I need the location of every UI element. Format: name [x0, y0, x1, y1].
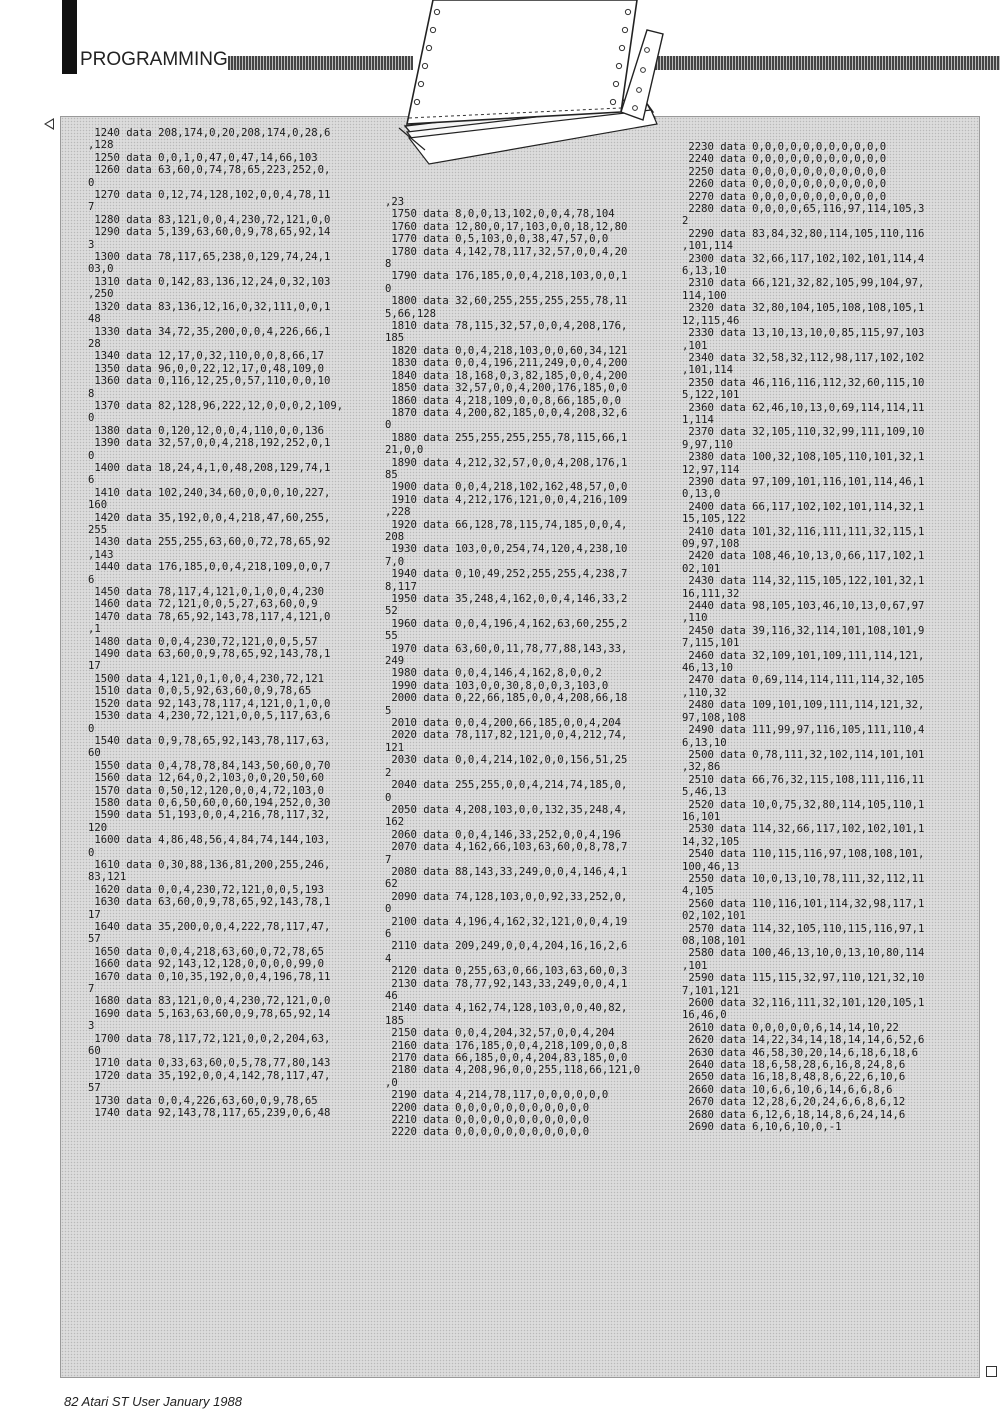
listing-line: ,128: [88, 139, 114, 152]
listing-line: 6: [88, 474, 95, 487]
listing-line: 1950 data 35,248,4,162,0,0,4,146,33,2: [385, 593, 628, 605]
listing-line: 1500 data 4,121,0,1,0,0,4,230,72,121: [88, 672, 324, 685]
listing-line: 12,97,114: [682, 463, 740, 476]
listing-line: 2550 data 10,0,13,10,78,111,32,112,11: [682, 872, 925, 885]
listing-line: 21,0,0: [385, 444, 424, 457]
listing-line: 2620 data 14,22,34,14,18,14,14,6,52,6: [682, 1034, 925, 1047]
listing-line: 55: [385, 630, 398, 643]
listing-line: 1910 data 4,212,176,121,0,0,4,216,109: [385, 493, 628, 506]
listing-line: 8: [88, 387, 95, 400]
listing-line: 5: [385, 704, 392, 717]
listing-line: 46,13,10: [682, 662, 734, 675]
listing-line: 2580 data 100,46,13,10,0,13,10,80,114: [682, 947, 925, 960]
listing-line: 2440 data 98,105,103,46,10,13,0,67,97: [682, 600, 925, 613]
listing-line: 52: [385, 605, 398, 618]
listing-line: 1370 data 82,128,96,222,12,0,0,0,2,109,: [88, 399, 344, 412]
listing-line: 2420 data 108,46,10,13,0,66,117,102,1: [682, 550, 925, 563]
listing-line: 1800 data 32,60,255,255,255,255,78,11: [385, 295, 628, 308]
listing-line: 1770 data 0,5,103,0,0,38,47,57,0,0: [385, 233, 609, 246]
listing-line: 1450 data 78,117,4,121,0,1,0,0,4,230: [88, 586, 324, 599]
page-footer: 82 Atari ST User January 1988: [64, 1394, 242, 1409]
listing-line: 2350 data 46,116,116,112,32,60,115,10: [682, 376, 925, 389]
listing-line: 2000 data 0,22,66,185,0,0,4,208,66,18: [385, 692, 628, 705]
listing-line: 2070 data 4,162,66,103,63,60,0,8,78,7: [385, 841, 628, 854]
listing-line: 2320 data 32,80,104,105,108,108,105,1: [682, 302, 925, 315]
listing-line: 1340 data 12,17,0,32,110,0,0,8,66,17: [88, 350, 324, 363]
listing-line: 1620 data 0,0,4,230,72,121,0,0,5,193: [88, 883, 324, 896]
listing-line: 2280 data 0,0,0,0,65,116,97,114,105,3: [682, 203, 925, 216]
section-tab-marker: [62, 0, 77, 74]
listing-line: 1260 data 63,60,0,74,78,65,223,252,0,: [88, 164, 331, 177]
listing-line: 2370 data 32,105,110,32,99,111,109,10: [682, 426, 925, 439]
listing-line: 1990 data 103,0,0,30,8,0,0,3,103,0: [385, 679, 609, 692]
listing-line: 1630 data 63,60,0,9,78,65,92,143,78,1: [88, 896, 331, 909]
listing-line: 2610 data 0,0,0,0,0,6,14,14,10,22: [682, 1021, 899, 1034]
listing-line: 1420 data 35,192,0,0,4,218,47,60,255,: [88, 511, 331, 524]
listing-line: 1720 data 35,192,0,0,4,142,78,117,47,: [88, 1069, 331, 1082]
listing-line: 0: [88, 722, 95, 735]
listing-line: 2300 data 32,66,117,102,102,101,114,4: [682, 252, 925, 265]
listing-line: 1650 data 0,0,4,218,63,60,0,72,78,65: [88, 945, 324, 958]
listing-line: 2390 data 97,109,101,116,101,114,46,1: [682, 475, 925, 488]
listing-line: 1310 data 0,142,83,136,12,24,0,32,103: [88, 275, 331, 288]
listing-line: 1970 data 63,60,0,11,78,77,88,143,33,: [385, 642, 628, 655]
listing-line: 2360 data 62,46,10,13,0,69,114,114,11: [682, 401, 925, 414]
listing-line: 0: [88, 176, 95, 189]
listing-line: 7: [88, 983, 95, 996]
listing-line: 85: [385, 468, 398, 481]
listing-line: 7,101,121: [682, 984, 740, 997]
listing-line: 249: [385, 655, 405, 668]
listing-line: 162: [385, 816, 405, 829]
listing-line: 2460 data 32,109,101,109,111,114,121,: [682, 649, 925, 662]
listing-line: 1470 data 78,65,92,143,78,117,4,121,0: [88, 610, 331, 623]
listing-line: 2410 data 101,32,116,111,111,32,115,1: [682, 525, 925, 538]
printer-paper-illustration-icon: [385, 0, 675, 170]
listing-line: 1760 data 12,80,0,17,103,0,0,18,12,80: [385, 220, 628, 233]
listing-line: 1300 data 78,117,65,238,0,129,74,24,1: [88, 251, 331, 264]
listing-line: 1600 data 4,86,48,56,4,84,74,144,103,: [88, 834, 331, 847]
listing-line: 8,117: [385, 580, 417, 593]
listing-line: 08,108,101: [682, 935, 746, 947]
listing-line: 2290 data 83,84,32,80,114,105,110,116: [682, 227, 925, 240]
listing-line: 0: [385, 282, 392, 295]
header-rule-right: [652, 56, 1000, 70]
listing-line: 1730 data 0,0,4,226,63,60,0,9,78,65: [88, 1094, 318, 1107]
listing-line: ,250: [88, 288, 114, 301]
listing-line: 1750 data 8,0,0,13,102,0,0,4,78,104: [385, 208, 615, 221]
listing-line: 1880 data 255,255,255,255,78,115,66,1: [385, 431, 628, 444]
listing-line: 2530 data 114,32,66,117,102,102,101,1: [682, 823, 925, 836]
listing-line: 1460 data 72,121,0,0,5,27,63,60,0,9: [88, 598, 318, 611]
listing-column-2: [385, 196, 640, 1139]
listing-line: 2040 data 255,255,0,0,4,214,74,185,0,: [385, 779, 628, 792]
listing-line: 1780 data 4,142,78,117,32,57,0,0,4,20: [385, 245, 628, 258]
listing-line: ,228: [385, 506, 411, 519]
listing-line: 1430 data 255,255,63,60,0,72,78,65,92: [88, 536, 331, 549]
listing-line: 5,46,13: [682, 786, 727, 799]
listing-line: 2: [682, 215, 689, 228]
listing-line: 1960 data 0,0,4,196,4,162,63,60,255,2: [385, 617, 628, 630]
listing-line: 5,122,101: [682, 389, 740, 402]
listing-line: 1700 data 78,117,72,121,0,0,2,204,63,: [88, 1032, 331, 1045]
listing-line: 2060 data 0,0,4,146,33,252,0,0,4,196: [385, 828, 621, 841]
listing-line: 2310 data 66,121,32,82,105,99,104,97,: [682, 277, 925, 290]
listing-line: ,101,114: [682, 364, 734, 377]
listing-line: 185: [385, 1014, 405, 1027]
listing-line: 1560 data 12,64,0,2,103,0,0,20,50,60: [88, 772, 324, 785]
listing-line: 5,66,128: [385, 307, 437, 320]
listing-line: 1280 data 83,121,0,0,4,230,72,121,0,0: [88, 213, 331, 226]
listing-line: 1550 data 0,4,78,78,84,143,50,60,0,70: [88, 759, 331, 772]
listing-line: 15,105,122: [682, 513, 746, 526]
listing-line: 17: [88, 660, 101, 673]
listing-line: 1440 data 176,185,0,0,4,218,109,0,0,7: [88, 561, 331, 574]
listing-line: 1860 data 4,218,109,0,0,8,66,185,0,0: [385, 394, 621, 407]
listing-line: 4,105: [682, 885, 714, 898]
listing-line: 1690 data 5,163,63,60,0,9,78,65,92,14: [88, 1007, 331, 1020]
listing-line: 16,101: [682, 810, 721, 823]
listing-line: 1250 data 0,0,1,0,47,0,47,14,66,103: [88, 151, 318, 164]
listing-line: 1,114: [682, 413, 714, 426]
listing-line: 2030 data 0,0,4,214,102,0,0,156,51,25: [385, 754, 628, 767]
listing-line: 1530 data 4,230,72,121,0,0,5,117,63,6: [88, 710, 331, 723]
listing-line: 2: [385, 766, 392, 779]
listing-line: 2560 data 110,116,101,114,32,98,117,1: [682, 897, 925, 910]
listing-column-1: [88, 127, 343, 1120]
listing-line: 2500 data 0,78,111,32,102,114,101,101: [682, 748, 925, 761]
listing-line: 0: [385, 903, 392, 916]
listing-line: 7: [88, 201, 95, 214]
left-arrow-marker-icon: [44, 118, 54, 130]
section-title: PROGRAMMING: [80, 49, 228, 70]
listing-line: 2230 data 0,0,0,0,0,0,0,0,0,0,0: [682, 141, 887, 153]
listing-line: ,101: [682, 339, 708, 352]
listing-line: 2570 data 114,32,105,110,115,116,97,1: [682, 922, 925, 935]
listing-line: 2540 data 110,115,116,97,108,108,101,: [682, 848, 925, 861]
listing-line: 2150 data 0,0,4,204,32,57,0,0,4,204: [385, 1027, 615, 1040]
listing-line: 2510 data 66,76,32,115,108,111,116,11: [682, 773, 925, 786]
listing-line: 0: [385, 419, 392, 432]
listing-line: 1640 data 35,200,0,0,4,222,78,117,47,: [88, 921, 331, 933]
listing-line: 2590 data 115,115,32,97,110,121,32,10: [682, 972, 925, 985]
listing-line: 09,97,108: [682, 538, 740, 550]
listing-line: 02,102,101: [682, 910, 746, 923]
listing-line: 2400 data 66,117,102,102,101,114,32,1: [682, 500, 925, 513]
listing-line: 2110 data 209,249,0,0,4,204,16,16,2,6: [385, 940, 628, 953]
listing-line: 1680 data 83,121,0,0,4,230,72,121,0,0: [88, 995, 331, 1008]
listing-line: 46: [385, 990, 398, 1002]
listing-line: 160: [88, 499, 108, 512]
listing-line: 62: [385, 878, 398, 891]
listing-line: 1410 data 102,240,34,60,0,0,0,10,227,: [88, 486, 331, 499]
listing-line: ,0: [385, 1076, 398, 1089]
listing-line: 2080 data 88,143,33,249,0,0,4,146,4,1: [385, 865, 628, 878]
listing-line: 2430 data 114,32,115,105,122,101,32,1: [682, 575, 925, 588]
listing-line: 97,108,108: [682, 711, 746, 724]
listing-line: 2670 data 12,28,6,20,24,6,6,8,6,12: [682, 1096, 906, 1109]
listing-line: 14,32,105: [682, 835, 740, 848]
listing-line: 0: [385, 791, 392, 804]
listing-line: 2340 data 32,58,32,112,98,117,102,102: [682, 351, 925, 364]
listing-line: 2100 data 4,196,4,162,32,121,0,0,4,19: [385, 915, 628, 928]
listing-line: 1830 data 0,0,4,196,211,249,0,0,4,200: [385, 357, 628, 370]
listing-line: 2520 data 10,0,75,32,80,114,105,110,1: [682, 798, 925, 811]
listing-line: 2130 data 78,77,92,143,33,249,0,0,4,1: [385, 977, 628, 990]
listing-line: 17: [88, 908, 101, 921]
listing-line: 1740 data 92,143,78,117,65,239,0,6,48: [88, 1107, 331, 1120]
listing-line: 0: [88, 412, 95, 425]
listing-line: 2600 data 32,116,111,32,101,120,105,1: [682, 997, 925, 1010]
listing-line: 2210 data 0,0,0,0,0,0,0,0,0,0,0: [385, 1114, 590, 1127]
listing-line: ,110,32: [682, 686, 727, 699]
listing-line: 1890 data 4,212,32,57,0,0,4,208,176,1: [385, 456, 628, 469]
listing-line: 2680 data 6,12,6,18,14,8,6,24,14,6: [682, 1108, 906, 1121]
listing-line: 1540 data 0,9,78,65,92,143,78,117,63,: [88, 734, 331, 747]
listing-line: 1320 data 83,136,12,16,0,32,111,0,0,1: [88, 300, 331, 313]
listing-line: 1930 data 103,0,0,254,74,120,4,238,10: [385, 543, 628, 556]
listing-line: 2330 data 13,10,13,10,0,85,115,97,103: [682, 327, 925, 340]
listing-line: 6,13,10: [682, 265, 727, 278]
listing-line: 57: [88, 933, 101, 946]
listing-line: 1820 data 0,0,4,218,103,0,0,60,34,121: [385, 344, 628, 357]
listing-line: 2120 data 0,255,63,0,66,103,63,60,0,3: [385, 965, 628, 978]
listing-line: 16,111,32: [682, 587, 740, 600]
listing-line: ,101,114: [682, 240, 734, 253]
listing-line: 12,115,46: [682, 314, 740, 327]
listing-line: 2170 data 66,185,0,0,4,204,83,185,0,0: [385, 1052, 628, 1065]
listing-line: 57: [88, 1082, 101, 1095]
listing-line: ,110: [682, 612, 708, 625]
listing-line: 1710 data 0,33,63,60,0,5,78,77,80,143: [88, 1057, 331, 1070]
listing-line: 4: [385, 952, 392, 965]
listing-line: 3: [88, 1020, 95, 1033]
listing-line: 0: [88, 846, 95, 859]
listing-line: 60: [88, 1045, 101, 1058]
listing-line: 1490 data 63,60,0,9,78,65,92,143,78,1: [88, 648, 331, 661]
listing-column-3: [682, 141, 924, 1134]
listing-line: 1390 data 32,57,0,0,4,218,192,252,0,1: [88, 437, 331, 450]
listing-line: 1270 data 0,12,74,128,102,0,0,4,78,11: [88, 189, 331, 202]
listing-line: 120: [88, 821, 108, 834]
listing-line: 16,46,0: [682, 1009, 727, 1022]
listing-line: ,1: [88, 623, 101, 636]
listing-line: 1350 data 96,0,0,22,12,17,0,48,109,0: [88, 362, 324, 375]
listing-line: 1400 data 18,24,4,1,0,48,208,129,74,1: [88, 461, 331, 474]
listing-line: 1870 data 4,200,82,185,0,0,4,208,32,6: [385, 406, 628, 419]
listing-line: 1290 data 5,139,63,60,0,9,78,65,92,14: [88, 226, 331, 239]
listing-line: 2490 data 111,99,97,116,105,111,110,4: [682, 724, 925, 737]
listing-line: 100,46,13: [682, 860, 740, 873]
listing-line: 2380 data 100,32,108,105,110,101,32,1: [682, 451, 925, 464]
listing-line: 1850 data 32,57,0,0,4,200,176,185,0,0: [385, 382, 628, 395]
listing-line: 1660 data 92,143,12,128,0,0,0,0,99,0: [88, 958, 324, 971]
listing-line: 2200 data 0,0,0,0,0,0,0,0,0,0,0: [385, 1101, 590, 1114]
listing-line: 185: [385, 332, 405, 345]
listing-line: 2640 data 18,6,58,28,6,16,8,24,8,6: [682, 1059, 906, 1072]
listing-line: 0,13,0: [682, 488, 721, 501]
listing-line: 3: [88, 238, 95, 251]
listing-line: 2240 data 0,0,0,0,0,0,0,0,0,0,0: [682, 153, 887, 166]
listing-line: 1920 data 66,128,78,115,74,185,0,0,4,: [385, 518, 628, 531]
listing-line: ,101: [682, 959, 708, 972]
listing-line: 1810 data 78,115,32,57,0,0,4,208,176,: [385, 320, 628, 333]
listing-line: 28: [88, 337, 101, 350]
listing-line: 2480 data 109,101,109,111,114,121,32,: [682, 699, 925, 712]
listing-line: 1590 data 51,193,0,0,4,216,78,117,32,: [88, 809, 331, 822]
listing-line: 1570 data 0,50,12,120,0,0,4,72,103,0: [88, 784, 324, 797]
listing-line: 2690 data 6,10,6,10,0,-1: [682, 1121, 842, 1134]
listing-line: ,23: [385, 196, 405, 208]
listing-line: 1520 data 92,143,78,117,4,121,0,1,0,0: [88, 697, 331, 710]
listing-line: 02,101: [682, 562, 721, 575]
listing-line: 60: [88, 747, 101, 760]
listing-line: 6: [88, 573, 95, 586]
listing-line: 1580 data 0,6,50,60,0,60,194,252,0,30: [88, 796, 331, 809]
listing-line: 48: [88, 313, 101, 326]
listing-line: 2220 data 0,0,0,0,0,0,0,0,0,0,0: [385, 1126, 590, 1139]
listing-line: 2160 data 176,185,0,0,4,218,109,0,0,8: [385, 1039, 628, 1052]
listing-line: 114,100: [682, 289, 727, 302]
listing-line: 1510 data 0,0,5,92,63,60,0,9,78,65: [88, 685, 312, 698]
listing-line: 2450 data 39,116,32,114,101,108,101,9: [682, 624, 925, 637]
listing-line: 03,0: [88, 263, 114, 276]
listing-line: 1480 data 0,0,4,230,72,121,0,0,5,57: [88, 635, 318, 648]
listing-line: 2190 data 4,214,78,117,0,0,0,0,0,0: [385, 1089, 609, 1102]
listing-line: 9,97,110: [682, 438, 734, 451]
listing-line: 7,0: [385, 555, 405, 568]
listing-line: 2650 data 16,18,8,48,8,6,22,6,10,6: [682, 1071, 906, 1084]
listing-line: 2660 data 10,6,6,10,6,14,6,6,8,6: [682, 1083, 893, 1096]
listing-line: 1940 data 0,10,49,252,255,255,4,238,7: [385, 568, 628, 581]
listing-line: 208: [385, 530, 405, 543]
listing-line: 7,115,101: [682, 637, 740, 650]
listing-line: 1900 data 0,0,4,218,102,162,48,57,0,0: [385, 481, 628, 494]
listing-line: 2470 data 0,69,114,114,111,114,32,105: [682, 674, 925, 687]
listing-line: 1330 data 34,72,35,200,0,0,4,226,66,1: [88, 325, 331, 338]
listing-line: ,32,86: [682, 761, 721, 774]
listing-line: 2020 data 78,117,82,121,0,0,4,212,74,: [385, 729, 628, 742]
listing-line: 1840 data 18,168,0,3,82,185,0,0,4,200: [385, 369, 628, 382]
listing-line: 2270 data 0,0,0,0,0,0,0,0,0,0,0: [682, 190, 887, 203]
listing-line: 2050 data 4,208,103,0,0,132,35,248,4,: [385, 803, 628, 816]
listing-line: 2260 data 0,0,0,0,0,0,0,0,0,0,0: [682, 178, 887, 191]
listing-line: 1610 data 0,30,88,136,81,200,255,246,: [88, 858, 331, 871]
listing-line: 2140 data 4,162,74,128,103,0,0,40,82,: [385, 1002, 628, 1015]
listing-line: 7: [385, 853, 392, 866]
end-square-marker-icon: [986, 1366, 997, 1377]
listing-line: 1980 data 0,0,4,146,4,162,8,0,0,2: [385, 667, 602, 680]
listing-line: 1240 data 208,174,0,20,208,174,0,28,6: [88, 127, 331, 139]
listing-line: 6: [385, 927, 392, 940]
listing-line: ,143: [88, 548, 114, 561]
listing-line: 1790 data 176,185,0,0,4,218,103,0,0,1: [385, 270, 628, 283]
listing-line: 1670 data 0,10,35,192,0,0,4,196,78,11: [88, 970, 331, 983]
listing-line: 255: [88, 524, 108, 536]
listing-line: 121: [385, 741, 405, 754]
listing-line: 2180 data 4,208,96,0,0,255,118,66,121,0: [385, 1064, 641, 1077]
listing-line: 0: [88, 449, 95, 462]
listing-line: 1360 data 0,116,12,25,0,57,110,0,0,10: [88, 375, 331, 388]
listing-line: 1380 data 0,120,12,0,0,4,110,0,0,136: [88, 424, 324, 437]
listing-line: 2630 data 46,58,30,20,14,6,18,6,18,6: [682, 1046, 918, 1059]
listing-line: 2090 data 74,128,103,0,0,92,33,252,0,: [385, 890, 628, 903]
listing-line: 8: [385, 258, 392, 271]
listing-line: 6,13,10: [682, 736, 727, 749]
listing-line: 83,121: [88, 871, 127, 884]
listing-line: 2010 data 0,0,4,200,66,185,0,0,4,204: [385, 717, 621, 730]
listing-line: 2250 data 0,0,0,0,0,0,0,0,0,0,0: [682, 165, 887, 178]
